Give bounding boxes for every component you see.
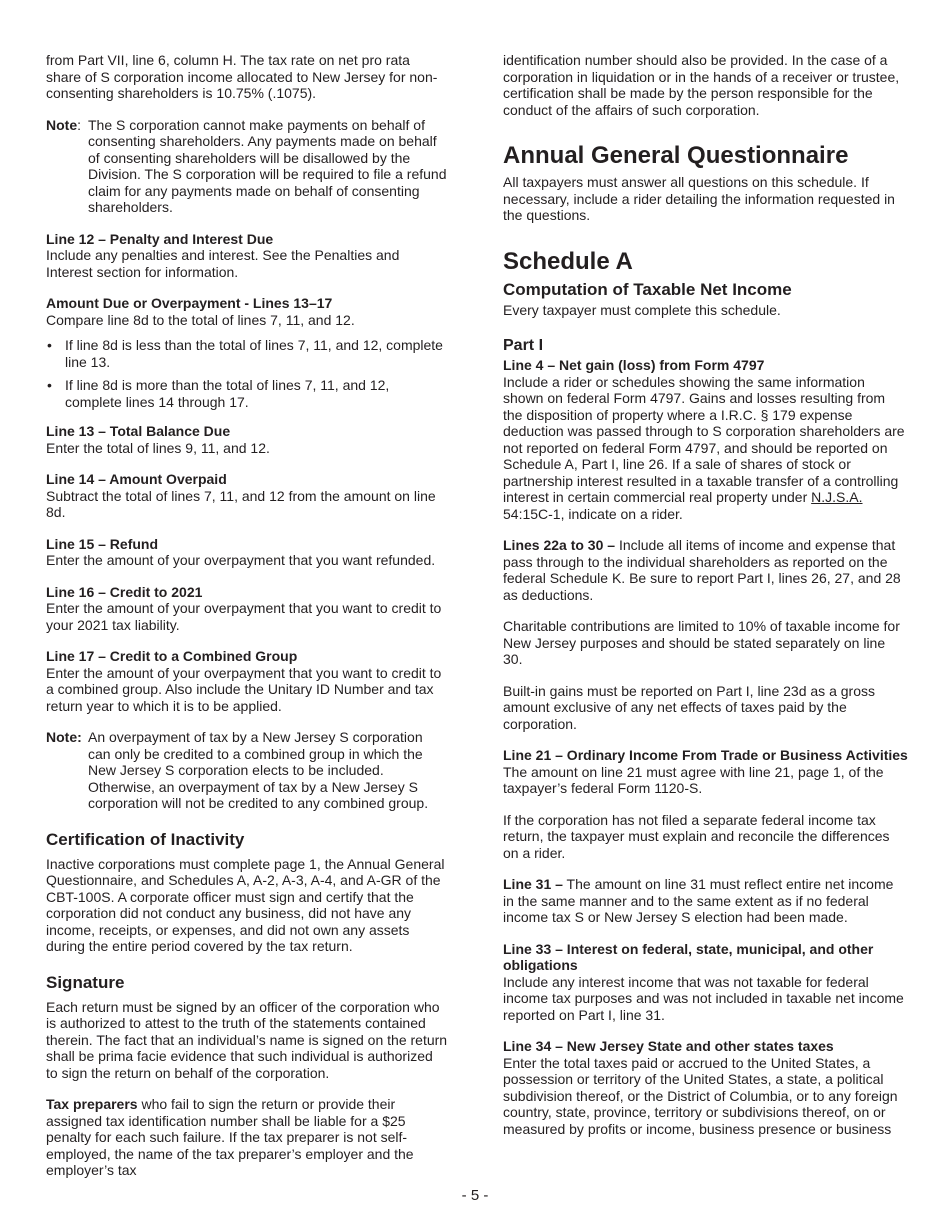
line-16-text: Enter the amount of your overpayment that you want to credit to your 2021 tax liability.: [46, 600, 442, 633]
intro-paragraph: from Part VII, line 6, column H. The tax rate on net pro rata share of S corporation income allocated to New Jersey for non-consenting shareholders is 10.75% (.1075).: [46, 52, 438, 101]
section-line-33: [503, 941, 908, 1024]
annual-general-questionnaire-heading: Annual General Questionnaire: [503, 142, 849, 169]
section-line-15: [46, 536, 448, 569]
section-line-16: [46, 584, 448, 634]
list-item: • If line 8d is more than the total of lines 7, 11, and 12, complete lines 14 through 17.: [46, 377, 448, 410]
note-combined-group: [46, 729, 448, 812]
line-34-heading: Line 34 – New Jersey State and other states taxes: [503, 1038, 834, 1054]
line-21-text: The amount on line 21 must agree with line 21, page 1, of the taxpayer’s federal Form 1120-S.: [503, 763, 884, 796]
section-line-12: [46, 231, 448, 281]
amount-due-bullet-list: [46, 337, 448, 410]
tax-preparers-paragraph: [46, 1096, 448, 1179]
section-line-14: [46, 471, 448, 521]
signature-text: Each return must be signed by an officer of the corporation who is authorized to attest to the truth of the statements contained therein. The fact that an individual’s name is signed on the return shall be prima facie evidence that such individual is authorized to sign the return on behalf of the corporation.: [46, 998, 448, 1081]
line-12-text: Include any penalties and interest. See the Penalties and Interest section for information.: [46, 247, 400, 280]
statute-reference: N.J.S.A.: [811, 489, 863, 505]
line-33-heading: Line 33 – Interest on federal, state, municipal, and other obligations: [503, 940, 874, 973]
section-line-13: [46, 423, 448, 456]
charitable-paragraph: Charitable contributions are limited to 10% of taxable income for New Jersey purposes and should be stated separately on line 30.: [503, 618, 900, 667]
right-column: [503, 52, 908, 1152]
line-17-heading: Line 17 – Credit to a Combined Group: [46, 648, 298, 664]
note-consenting-shareholders: [46, 117, 448, 216]
part-1-heading: Part I: [503, 337, 544, 354]
continued-paragraph: identification number should also be provided. In the case of a corporation in liquidation or in the hands of a receiver or trustee, certification shall be made by the person responsible for the conduct of the affairs of such corporation.: [503, 52, 900, 118]
line-34-text: Enter the total taxes paid or accrued to the United States, a possession or territory of the United States, a state, a political subdivision thereof, or the District of Columbia, or to any foreign country, state, province, territory or subdivisions thereof, on or measured by profits or income, business presence or business: [503, 1054, 898, 1137]
line-12-heading: Line 12 – Penalty and Interest Due: [46, 230, 274, 247]
line-21-heading: Line 21 – Ordinary Income From Trade or Business Activities: [503, 747, 908, 763]
schedule-a-heading: Schedule A: [503, 247, 633, 275]
line-33-text: Include any interest income that was not taxable for federal income tax purposes and was not included in taxable net income reported on Part I, line 31.: [503, 973, 904, 1023]
tax-preparers-lead: Tax preparers: [46, 1096, 138, 1112]
schedule-a-subheading: Computation of Taxable Net Income: [503, 279, 792, 299]
lines-22a-30-paragraph: Lines 22a to 30 – Include all items of income and expense that pass through to the individual shareholders as reported on the federal Schedule K. Be sure to report Part I, lines 26, 27, and 28 as deductions.: [503, 537, 901, 603]
signature-heading: Signature: [46, 972, 125, 992]
left-column: [46, 52, 448, 1194]
section-line-21: [503, 747, 908, 797]
schedule-a-text: Every taxpayer must complete this schedule.: [503, 301, 781, 318]
line-14-heading: Line 14 – Amount Overpaid: [46, 471, 227, 487]
note-label: Note:: [46, 116, 82, 133]
amount-due-text: Compare line 8d to the total of lines 7, 11, and 12.: [46, 311, 355, 328]
amount-due-heading: Amount Due or Overpayment - Lines 13–17: [46, 295, 333, 311]
built-in-gains-paragraph: Built-in gains must be reported on Part I, line 23d as a gross amount exclusive of any net effects of taxes paid by the corporation.: [503, 682, 875, 732]
line-13-text: Enter the total of lines 9, 11, and 12.: [46, 439, 270, 456]
certification-heading: Certification of Inactivity: [46, 829, 245, 849]
section-line-34: [503, 1038, 908, 1137]
line-31-paragraph: Line 31 – The amount on line 31 must reflect entire net income in the same manner and to the same extent as if no federal income tax S or New Jersey S election had been made.: [503, 876, 894, 925]
line-4-heading: Line 4 – Net gain (loss) from Form 4797: [503, 357, 765, 373]
note-text: An overpayment of tax by a New Jersey S corporation can only be credited to a combined group in which the New Jersey S corporation elects to be included. Otherwise, an overpayment of tax by a New Jersey S corporation will not be credited to any combined group.: [88, 729, 429, 811]
line-13-heading: Line 13 – Total Balance Due: [46, 423, 231, 439]
line-31-lead: Line 31 –: [503, 876, 563, 892]
line-15-heading: Line 15 – Refund: [46, 535, 159, 552]
section-line-17: [46, 648, 448, 714]
line-15-text: Enter the amount of your overpayment that you want refunded.: [46, 552, 436, 568]
lines-22a-30-lead: Lines 22a to 30 –: [503, 537, 616, 553]
section-amount-due: [46, 295, 448, 328]
annual-general-questionnaire-text: All taxpayers must answer all questions on this schedule. If necessary, include a rider detailing the information requested in the questions.: [503, 174, 895, 223]
section-line-4: [503, 357, 908, 522]
line-16-heading: Line 16 – Credit to 2021: [46, 583, 203, 600]
line-14-text: Subtract the total of lines 7, 11, and 12 from the amount on line 8d.: [46, 487, 436, 520]
line-4-text: Include a rider or schedules showing the same information shown on federal Form 4797. Gains and losses resulting from the disposition of property where a I.R.C. § 179 expense deduction was passed through to S corporation shareholders are not reported on federal Form 4797, and should be reported on Schedule A, Part I, line 26. If a sale of shares of stock or partnership interest resulted in a taxable transfer of a controlling interest in certain commercial real property under N.J.S.A. 54:15C-1, indicate on a rider.: [503, 373, 905, 522]
line-17-text: Enter the amount of your overpayment that you want to credit to a combined group. Also include the Unitary ID Number and tax return year to which it is to be applied.: [46, 664, 442, 714]
tax-preparers-text: who fail to sign the return or provide their assigned tax identification number shall be liable for a $25 penalty for each such failure. If the tax preparer is not self-employed, the name of the tax preparer’s employer and the employer’s tax: [46, 1096, 414, 1178]
certification-text: Inactive corporations must complete page 1, the Annual General Questionnaire, and Schedules A, A-2, A-3, A-4, and A-GR of the CBT-100S. A corporate officer must sign and certify that the corporation did not conduct any business, did not have any income, receipts, or expenses, and did not own any assets during the entire period covered by the tax return.: [46, 855, 445, 954]
page-number: - 5 -: [461, 1187, 489, 1204]
list-item: • If line 8d is less than the total of lines 7, 11, and 12, complete line 13.: [46, 337, 448, 370]
note-text: The S corporation cannot make payments on behalf of consenting shareholders. Any payments made on behalf of consenting shareholders will be disallowed by the Division. The S corporation will be required to file a refund claim for any payments made on behalf of consenting shareholders.: [88, 116, 447, 215]
line-21-paragraph-2: If the corporation has not filed a separate federal income tax return, the taxpayer must explain and reconcile the differences on a rider.: [503, 811, 890, 861]
note-label: Note:: [46, 729, 82, 745]
